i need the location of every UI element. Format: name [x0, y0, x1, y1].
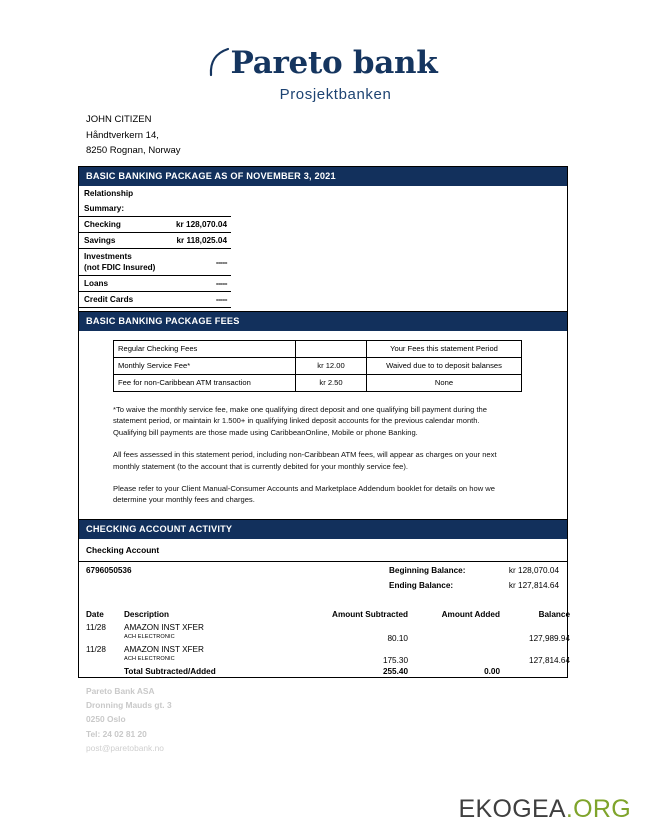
logo-name: Pareto bank [230, 45, 438, 81]
table-row-total [79, 666, 575, 677]
credit-cards-value: ----- [166, 292, 231, 308]
fee-row-0-status: Your Fees this statement Period [367, 341, 522, 358]
table-row [114, 341, 522, 358]
fees-table [113, 340, 522, 392]
savings-value: kr 118,025.04 [166, 233, 231, 249]
total-balance [500, 666, 575, 677]
recipient-street: Håndtverkern 14, [86, 129, 159, 141]
account-number: 6796050536 [86, 566, 132, 575]
column-header-description: Description [124, 610, 170, 619]
column-header-balance: Balance [538, 610, 570, 619]
investments-label-line1: Investments [84, 252, 132, 261]
fee-row-0-label: Regular Checking Fees [114, 341, 296, 358]
txn-1-subtracted-value: 175.30 [382, 656, 408, 665]
table-row [79, 233, 231, 249]
fee-note-1: All fees assessed in this statement period, including non-Caribbean ATM fees, will appear as charges on your next monthly statement (to the account that is currently debited for your monthly service fee). [113, 450, 497, 471]
fee-row-1-status: Waived due to to deposit balanses [367, 358, 522, 375]
footer-line-2: Dronning Mauds gt. 3 [86, 700, 172, 711]
txn-0-subtracted-value: 80.10 [387, 634, 408, 643]
table-row [79, 249, 231, 276]
fees-table-wrap [79, 331, 567, 392]
table-header-row [79, 608, 575, 622]
table-row [79, 292, 231, 308]
txn-0-subtracted [300, 622, 408, 644]
bank-logo [0, 46, 645, 103]
footer-line-4: Tel: 24 02 81 20 [86, 728, 147, 739]
swoosh-arc-icon [208, 47, 230, 84]
ending-balance-value: kr 127,814.64 [508, 581, 559, 590]
column-header-date: Date [86, 610, 104, 619]
loans-label: Loans [79, 276, 166, 292]
fee-row-1-amount: kr 12.00 [296, 358, 367, 375]
loans-value: ----- [166, 276, 231, 292]
activity-section-header: CHECKING ACCOUNT ACTIVITY [79, 520, 567, 539]
txn-1-balance-value: 127,814.64 [529, 656, 570, 665]
fees-section-header: BASIC BANKING PACKAGE FEES [79, 312, 567, 331]
fee-row-2-label: Fee for non-Caribbean ATM transaction [114, 375, 296, 392]
beginning-balance-label: Beginning Balance: [389, 566, 466, 575]
table-row [79, 622, 575, 644]
txn-1-added [408, 644, 500, 666]
column-header-amount-subtracted: Amount Subtracted [332, 610, 408, 619]
savings-label: Savings [79, 233, 166, 249]
package-section-body [79, 186, 567, 316]
investments-label-line2: (not FDIC Insured) [84, 263, 156, 272]
ending-balance-label: Ending Balance: [389, 581, 454, 590]
total-label: Total Subtracted/Added [124, 667, 216, 676]
total-added: 0.00 [484, 667, 500, 676]
recipient-city: 8250 Rognan, Norway [86, 145, 181, 156]
total-spacer [79, 666, 124, 677]
bank-footer-address [86, 684, 172, 755]
txn-1-description-sub: ACH ELECTRONIC [124, 656, 175, 662]
table-row [114, 358, 522, 375]
recipient-address [86, 112, 181, 159]
table-row [79, 186, 231, 201]
summary-title-line1: Relationship [84, 189, 134, 198]
txn-1-subtracted [300, 644, 408, 666]
logo-title-row [0, 46, 645, 84]
txn-1-date: 11/28 [86, 645, 106, 654]
column-header-amount-added: Amount Added [441, 610, 500, 619]
txn-0-balance-value: 127,989.94 [529, 634, 570, 643]
summary-title-spacer [166, 186, 231, 201]
checking-value: kr 128,070.04 [166, 217, 231, 233]
basic-banking-package-fees-section [78, 311, 568, 521]
credit-cards-label: Credit Cards [79, 292, 166, 308]
table-row [79, 644, 575, 666]
beginning-balance-value: kr 128,070.04 [508, 566, 559, 575]
watermark-tld: .ORG [565, 795, 631, 823]
txn-1-description-main: AMAZON INST XFER [124, 645, 204, 654]
txn-0-description [124, 622, 300, 644]
txn-0-date: 11/28 [86, 623, 106, 632]
footer-line-1: Pareto Bank ASA [86, 686, 155, 696]
txn-0-description-main: AMAZON INST XFER [124, 623, 204, 632]
transactions-table [79, 608, 575, 677]
footer-email: post@paretobank.no [86, 742, 164, 753]
summary-title-line2: Summary: [79, 201, 166, 217]
basic-banking-package-section [78, 166, 568, 317]
logo-tagline: Prosjektbanken [279, 86, 392, 103]
fee-row-2-amount: kr 2.50 [296, 375, 367, 392]
checking-account-activity-section [78, 519, 568, 678]
txn-1-balance [500, 644, 575, 666]
fee-row-0-amount [296, 341, 367, 358]
total-subtracted: 255.40 [382, 667, 408, 676]
summary-title-spacer2 [166, 201, 231, 217]
relationship-summary-table [79, 186, 231, 308]
txn-0-balance [500, 622, 575, 644]
footer-line-3: 0250 Oslo [86, 714, 126, 725]
checking-label: Checking [79, 217, 166, 233]
txn-1-description [124, 644, 300, 666]
table-row [79, 201, 231, 217]
table-row [79, 217, 231, 233]
activity-section-body [79, 539, 570, 677]
watermark-name: EKOGEA [458, 795, 566, 823]
account-type-label: Checking Account [79, 539, 567, 562]
fee-notes [79, 392, 511, 520]
fee-note-2: Please refer to your Client Manual-Consumer Accounts and Marketplace Addendum booklet for details on how we determine your monthly fees and charges. [113, 484, 496, 505]
investments-value: ----- [166, 249, 231, 276]
package-section-header: BASIC BANKING PACKAGE AS OF NOVEMBER 3, 2021 [79, 167, 567, 186]
fees-section-body [79, 331, 567, 520]
investments-label [79, 249, 166, 276]
ekogea-watermark [459, 795, 632, 823]
txn-0-description-sub: ACH ELECTRONIC [124, 634, 175, 640]
fee-row-2-status: None [367, 375, 522, 392]
fee-note-0: *To waive the monthly service fee, make one qualifying direct deposit and one qualifying bill payment during the statement period, or maintain kr 1.500+ in qualifying linked deposit accounts for the previous calendar month. Qualifying bill payments are those made using CaribbeanOnline, Mobile or phone Banking. [113, 405, 487, 437]
fee-row-1-label: Monthly Service Fee* [114, 358, 296, 375]
account-balances-row [79, 562, 567, 602]
recipient-name: JOHN CITIZEN [86, 114, 152, 125]
table-row [79, 276, 231, 292]
table-row [114, 375, 522, 392]
txn-0-added [408, 622, 500, 644]
